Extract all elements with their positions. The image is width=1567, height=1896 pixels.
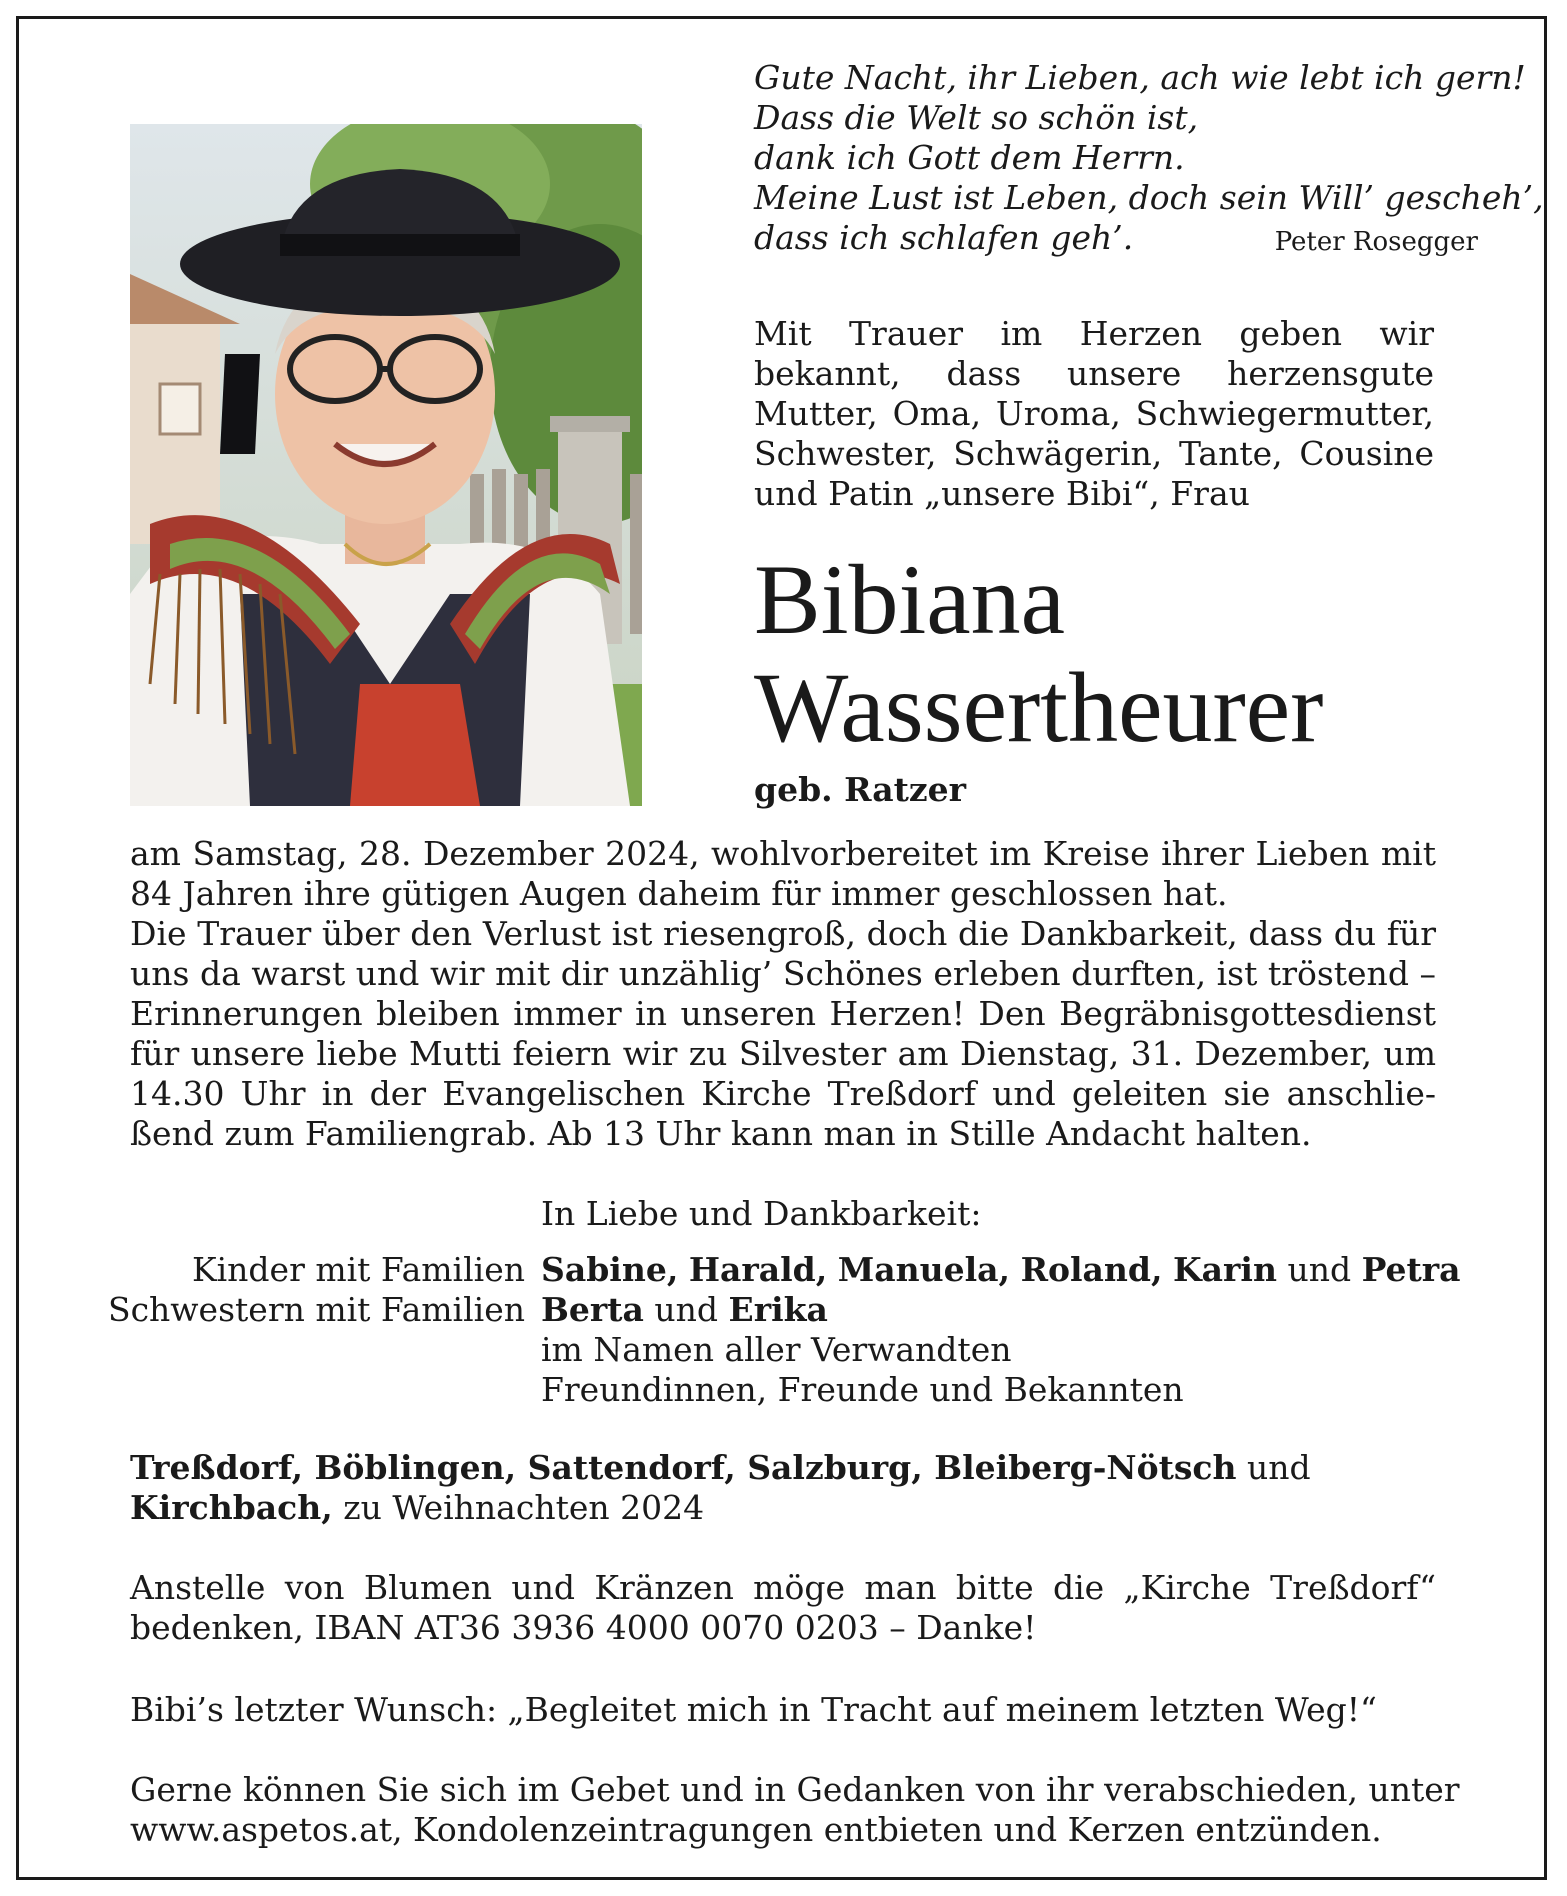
main-line: für unsere liebe Mutti feiern wir zu Silvester am Dienstag, 31. Dezember, um: [130, 1034, 1436, 1073]
friends-line: Freundinnen, Freunde und Bekannten: [541, 1370, 1184, 1409]
conjunction: und: [1246, 1448, 1311, 1487]
places-line: [130, 1488, 1311, 1528]
birth-name: geb. Ratzer: [754, 770, 967, 809]
poem-author: Peter Rosegger: [1274, 227, 1478, 257]
main-line: ßend zum Familiengrab. Ab 13 Uhr kann man in Stille Andacht halten.: [130, 1114, 1312, 1153]
main-line: Erinnerungen bleiben immer in unseren Herzen! Den Begräbnisgottesdienst: [130, 994, 1436, 1033]
main-line: am Samstag, 28. Dezember 2024, wohlvorbereitet im Kreise ihrer Lieben mit: [130, 834, 1436, 873]
condolence-note: [130, 1770, 1460, 1850]
sister-name: Erika: [728, 1290, 828, 1329]
child-name: Karin: [1172, 1250, 1277, 1289]
donation-line: Anstelle von Blumen und Kränzen möge man bitte die „Kirche Treßdorf“: [130, 1568, 1436, 1607]
poem-line: Meine Lust ist Leben, doch sein Will’ gescheh’,: [754, 178, 1544, 217]
place-name: Kirchbach,: [130, 1488, 333, 1527]
conjunction: und: [654, 1290, 719, 1329]
poem-line: Gute Nacht, ihr Lieben, ach wie lebt ich gern!: [754, 58, 1526, 97]
donation-line: bedenken, IBAN AT36 3936 4000 0070 0203 – Danke!: [130, 1608, 1037, 1647]
main-line: 14.30 Uhr in der Evangelischen Kirche Treßdorf und geleiten sie anschlie-: [130, 1074, 1436, 1113]
deceased-name: [754, 546, 1323, 762]
children-label: Kinder mit Familien: [191, 1250, 525, 1289]
last-name: Wassertheurer: [754, 652, 1324, 763]
poem-line: dank ich Gott dem Herrn.: [754, 138, 1185, 177]
places-line: [130, 1448, 1311, 1488]
places-list: Treßdorf, Böblingen, Sattendorf, Salzburg, Bleiberg-Nötsch: [130, 1448, 1237, 1487]
poem-line: dass ich schlafen geh’.: [754, 218, 1134, 257]
relatives-line: im Namen aller Verwandten: [541, 1330, 1012, 1369]
intro-line: und Patin „unsere Bibi“, Frau: [754, 474, 1250, 513]
children-names: [541, 1250, 1461, 1290]
sister-name: Berta: [541, 1290, 644, 1329]
condolence-line: www.aspetos.at, Kondolenzeintragungen entbieten und Kerzen entzünden.: [130, 1810, 1382, 1849]
wish-line: Bibi’s letzter Wunsch: „Begleitet mich in Tracht auf meinem letzten Weg!“: [130, 1690, 1377, 1729]
conjunction: und: [1287, 1250, 1352, 1289]
last-wish: [130, 1690, 1436, 1730]
child-name: Petra: [1361, 1250, 1461, 1289]
poem: [754, 58, 1544, 258]
sisters-names: [541, 1290, 828, 1330]
places-and-date: [130, 1448, 1311, 1528]
child-name: Manuela,: [837, 1250, 1011, 1289]
main-line: 84 Jahren ihre gütigen Augen daheim für immer geschlossen hat.: [130, 874, 1228, 913]
intro-line: Mutter, Oma, Uroma, Schwiegermutter,: [754, 394, 1434, 433]
thanks-heading: In Liebe und Dankbarkeit:: [541, 1194, 982, 1233]
main-paragraph: [130, 834, 1436, 1154]
portrait-photo: [130, 124, 642, 806]
sisters-label: Schwestern mit Familien: [107, 1290, 525, 1329]
first-name: Bibiana: [754, 544, 1066, 655]
child-name: Sabine,: [541, 1250, 679, 1289]
donation-note: [130, 1568, 1436, 1648]
poem-line: Dass die Welt so schön ist,: [754, 98, 1199, 137]
child-name: Harald,: [688, 1250, 828, 1289]
main-line: uns da warst und wir mit dir unzählig’ Schönes erleben durften, ist tröstend –: [130, 954, 1436, 993]
condolence-line: Gerne können Sie sich im Gebet und in Gedanken von ihr verabschieden, unter: [130, 1770, 1460, 1809]
main-line: Die Trauer über den Verlust ist riesengroß, doch die Dankbarkeit, dass du für: [130, 914, 1436, 953]
intro-line: Schwester, Schwägerin, Tante, Cousine: [754, 434, 1434, 473]
announcement-intro: [754, 314, 1434, 514]
child-name: Roland,: [1020, 1250, 1163, 1289]
date-text: zu Weihnachten 2024: [343, 1488, 705, 1527]
intro-line: bekannt, dass unsere herzensgute: [754, 354, 1434, 393]
intro-line: Mit Trauer im Herzen geben wir: [754, 314, 1434, 353]
